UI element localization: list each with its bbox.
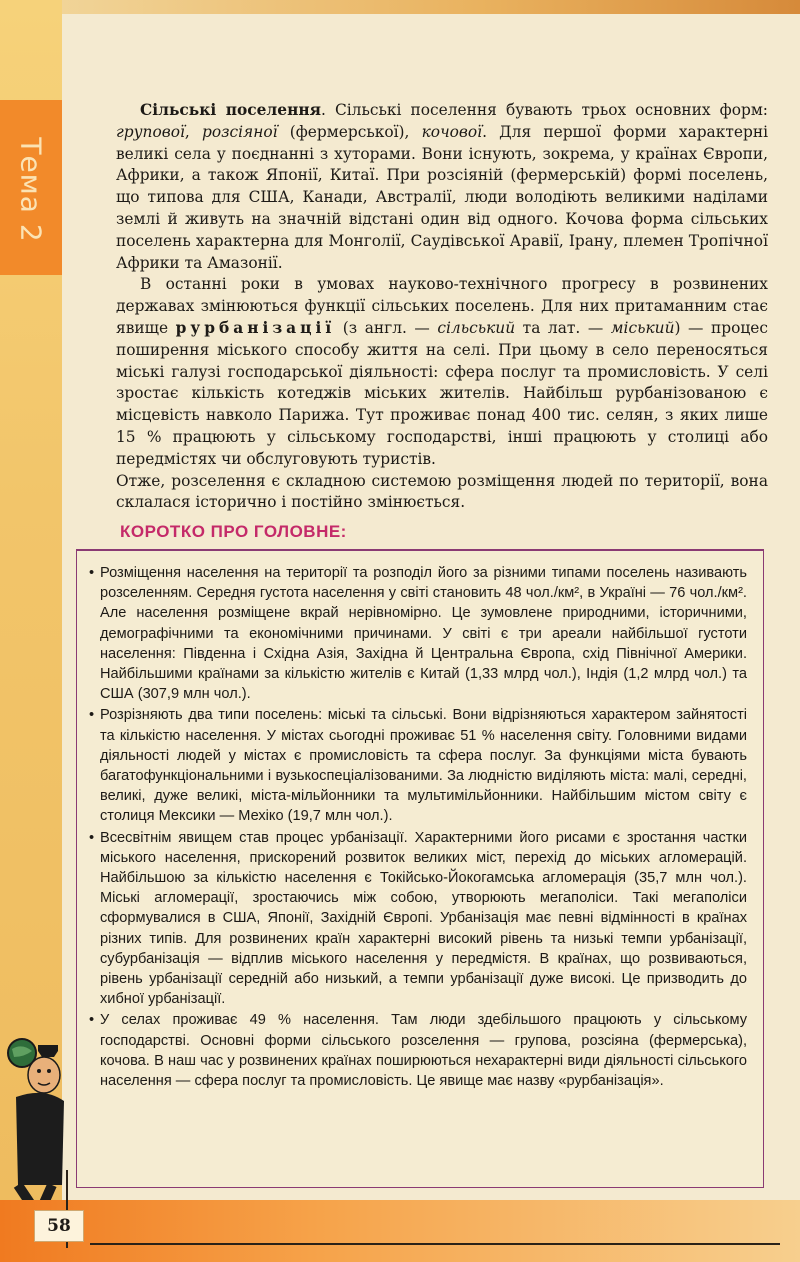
paragraph-rurbanization: В останні роки в умовах науково-технічного прогресу в розвинених державах змінюються функції сільських поселень. Для них притаманним стає явище рурбанізації (з англ. — сільський та лат. — міський) — процес поширення міського способу життя на селі. При цьому в село переносяться міські галузі господарської діяльності: сфера послуг та промисловість. У селі зростає кількість котеджів міських жителів. Найбільш рурбанізованою є місцевість навколо Парижа. Тут проживає понад 400 тис. селян, з яких лише 15 % працюють у сільському господарстві, інші працюють у столиці або передмістях чи обслуговують туристів.	[116, 275, 768, 468]
summary-item: • У селах проживає 49 % населення. Там люди здебільшого працюють у сільському господарстві. Основні форми сільського розселення — групова, розсіяна (фермерська), кочова. В наш час у розвинених країнах поширюються нехарактерні види діяльності сільського населення — сфера послуг та промисловість. Це явище має назву «рурбанізація».	[91, 1010, 747, 1091]
cartoon-figure-illustration	[4, 1035, 66, 1205]
page-number: 58	[34, 1210, 84, 1242]
paragraph-heading: Сільські поселення	[140, 101, 321, 119]
top-decoration-band	[0, 0, 800, 14]
term-rurbanization: рурбанізації	[175, 318, 336, 337]
summary-item: • Всесвітнім явищем став процес урбанізації. Характерними його рисами є зростання частки міського населення, прискорений розвиток великих міст, перехід до міських агломерацій. Найбільшою за кількістю населення є Токійсько-Йокогамська агломерація (35,7 млн чол.). Міські агломерації, зростаючись між собою, утворюють мегаполіси. Такі мегаполіси сформувалися в США, Японії, Західній Європі. Урбанізація має певні відмінності в країнах різних типів. Для розвинених країн характерні високий рівень та низькі темпи урбанізації, субурбанізація — відплив міського населення у передмістя. В країнах, що розвиваються, рівень урбанізації середній або низький, а темпи урбанізації дуже високі. Це призводить до хибної урбанізації.	[91, 828, 747, 1010]
footer-rule	[90, 1243, 780, 1245]
topic-label: Тема 2	[14, 137, 48, 243]
summary-box	[76, 549, 764, 1188]
summary-list	[77, 551, 763, 1091]
summary-item: • Розміщення населення на території та розподіл його за різними типами поселень називають розселенням. Середня густота населення у світі становить 48 чол./км², в Україні — 76 чол./км². Але населення розміщене вкрай нерівномірно. Це зумовлене природними, історичними, демографічними та економічними причинами. У світі є три ареали найбільшої густоти населення: Південна і Східна Азія, Західна й Центральна Європа, схід Північної Америки. Найбільшими країнами за кількістю жителів є Китай (1,33 млрд чол.), Індія (1,2 млрд чол.) та США (307,9 млн чол.).	[91, 563, 747, 704]
paragraph-conclusion: Отже, розселення є складною системою розміщення людей по території, вона склалася історично і постійно змінюється.	[116, 471, 768, 512]
summary-heading: КОРОТКО ПРО ГОЛОВНЕ:	[120, 522, 347, 541]
summary-item: • Розрізняють два типи поселень: міські та сільські. Вони відрізняються характером зайнятості та кількістю населення. У містах сьогодні проживає 51 % населення світу. Головними видами діяльності людей у містах є промисловість та сфера послуг. За функціями міста бувають багатофункціональними і вузькоспеціалізованими. За людністю виділяють міста: малі, середні, великі, дуже великі, міста-мільйонники та мультимільйонники. Найбільшим містом світу є столиця Мексики — Мехіко (19,7 млн чол.).	[91, 705, 747, 826]
main-text	[116, 100, 768, 514]
footer-band	[0, 1200, 800, 1262]
paragraph-rural-settlements: Сільські поселення. Сільські поселення бувають трьох основних форм: групової, розсіяної (фермерської), кочової. Для першої форми характерні великі села у поєднанні з хуторами. Вони існують, зокрема, у країнах Європи, Африки, а також Японії, Китаї. При розсіяній (фермерській) формі поселень, що типова для США, Канади, Австралії, люди володіють великими наділами землі й живуть на значній відстані один від одного. Кочова форма сільських поселень характерна для Монголії, Саудівської Аравії, Ірану, племен Тропічної Африки та Амазонії.	[116, 101, 768, 272]
